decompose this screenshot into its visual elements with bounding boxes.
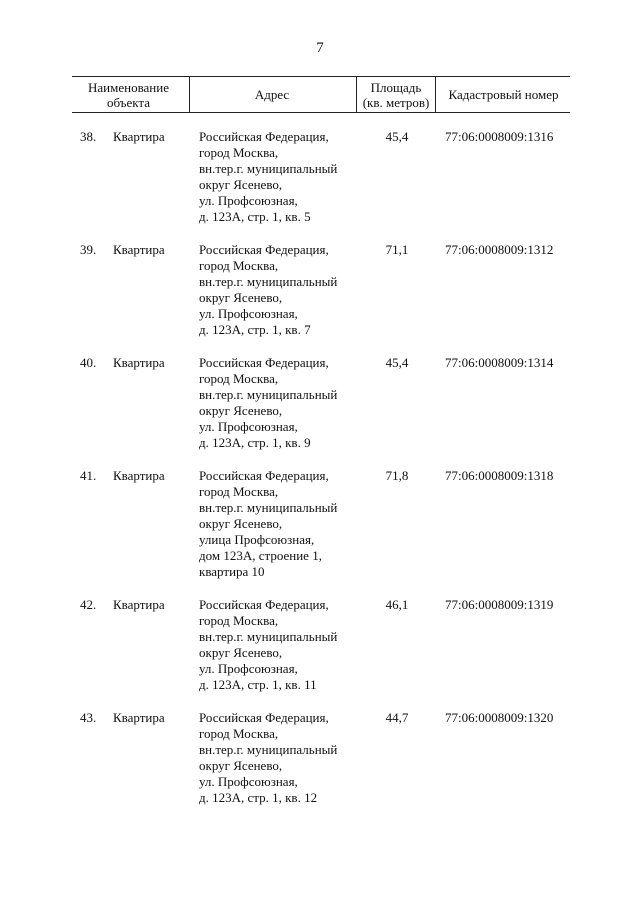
cadastral-number: 77:06:0008009:1316 xyxy=(445,129,554,144)
header-cadastral: Кадастровый номер xyxy=(448,87,559,102)
object-type: Квартира xyxy=(113,710,165,725)
cadastral-number: 77:06:0008009:1319 xyxy=(445,597,554,612)
address-line: вн.тер.г. муниципальный xyxy=(199,161,338,176)
address-line: дом 123А, строение 1, xyxy=(199,548,322,563)
address-line: ул. Профсоюзная, xyxy=(199,193,298,208)
address-line: город Москва, xyxy=(199,613,279,628)
object-area: 46,1 xyxy=(385,597,409,612)
address-line: округ Ясенево, xyxy=(199,177,283,192)
address-line: город Москва, xyxy=(199,258,279,273)
row-number: 40. xyxy=(80,355,97,370)
object-area: 71,8 xyxy=(385,468,409,483)
address-line: д. 123А, стр. 1, кв. 5 xyxy=(199,209,311,224)
address-line: ул. Профсоюзная, xyxy=(199,419,298,434)
header-area: Площадь (кв. метров) xyxy=(362,79,430,110)
cadastral-number: 77:06:0008009:1312 xyxy=(445,242,554,257)
address-line: ул. Профсоюзная, xyxy=(199,306,298,321)
table-header xyxy=(72,76,570,113)
address-line: город Москва, xyxy=(199,371,279,386)
address-line: Российская Федерация, xyxy=(199,597,329,612)
object-area: 45,4 xyxy=(385,129,409,144)
address-line: Российская Федерация, xyxy=(199,468,329,483)
object-type: Квартира xyxy=(113,597,165,612)
object-type: Квартира xyxy=(113,129,165,144)
row-number: 41. xyxy=(80,468,97,483)
row-number: 38. xyxy=(80,129,97,144)
address-line: вн.тер.г. муниципальный xyxy=(199,500,338,515)
cadastral-number: 77:06:0008009:1320 xyxy=(445,710,554,725)
cadastral-number: 77:06:0008009:1318 xyxy=(445,468,554,483)
address-line: округ Ясенево, xyxy=(199,403,283,418)
address-line: город Москва, xyxy=(199,726,279,741)
table-row xyxy=(72,710,570,823)
address-line: вн.тер.г. муниципальный xyxy=(199,742,338,757)
object-area: 45,4 xyxy=(385,355,409,370)
object-address xyxy=(199,355,369,451)
address-line: улица Профсоюзная, xyxy=(199,532,315,547)
object-area: 44,7 xyxy=(385,710,409,725)
table-row xyxy=(72,242,570,355)
table-row xyxy=(72,468,570,597)
address-line: вн.тер.г. муниципальный xyxy=(199,274,338,289)
address-line: округ Ясенево, xyxy=(199,758,283,773)
property-table xyxy=(72,76,570,823)
address-line: город Москва, xyxy=(199,484,279,499)
object-type: Квартира xyxy=(113,355,165,370)
object-type: Квартира xyxy=(113,242,165,257)
address-line: д. 123А, стр. 1, кв. 11 xyxy=(199,677,317,692)
object-address xyxy=(199,710,369,806)
address-line: округ Ясенево, xyxy=(199,645,283,660)
header-divider xyxy=(435,77,436,112)
object-address xyxy=(199,468,369,580)
row-number: 43. xyxy=(80,710,97,725)
table-row xyxy=(72,129,570,242)
table-row xyxy=(72,355,570,468)
address-line: квартира 10 xyxy=(199,564,265,579)
cadastral-number: 77:06:0008009:1314 xyxy=(445,355,554,370)
object-address xyxy=(199,597,369,693)
table-body xyxy=(72,129,570,823)
address-line: вн.тер.г. муниципальный xyxy=(199,629,338,644)
address-line: Российская Федерация, xyxy=(199,355,329,370)
page-number: 7 xyxy=(316,40,324,56)
object-address xyxy=(199,242,369,338)
table-row xyxy=(72,597,570,710)
address-line: д. 123А, стр. 1, кв. 7 xyxy=(199,322,311,337)
address-line: ул. Профсоюзная, xyxy=(199,774,298,789)
address-line: ул. Профсоюзная, xyxy=(199,661,298,676)
address-line: вн.тер.г. муниципальный xyxy=(199,387,338,402)
address-line: д. 123А, стр. 1, кв. 9 xyxy=(199,435,311,450)
address-line: д. 123А, стр. 1, кв. 12 xyxy=(199,790,318,805)
header-name: Наименование объекта xyxy=(88,79,169,110)
header-address: Адрес xyxy=(254,87,290,102)
row-number: 39. xyxy=(80,242,97,257)
address-line: город Москва, xyxy=(199,145,279,160)
address-line: Российская Федерация, xyxy=(199,129,329,144)
row-number: 42. xyxy=(80,597,97,612)
object-address xyxy=(199,129,369,225)
address-line: округ Ясенево, xyxy=(199,516,283,531)
header-divider xyxy=(189,77,190,112)
address-line: округ Ясенево, xyxy=(199,290,283,305)
object-type: Квартира xyxy=(113,468,165,483)
address-line: Российская Федерация, xyxy=(199,242,329,257)
address-line: Российская Федерация, xyxy=(199,710,329,725)
object-area: 71,1 xyxy=(385,242,409,257)
